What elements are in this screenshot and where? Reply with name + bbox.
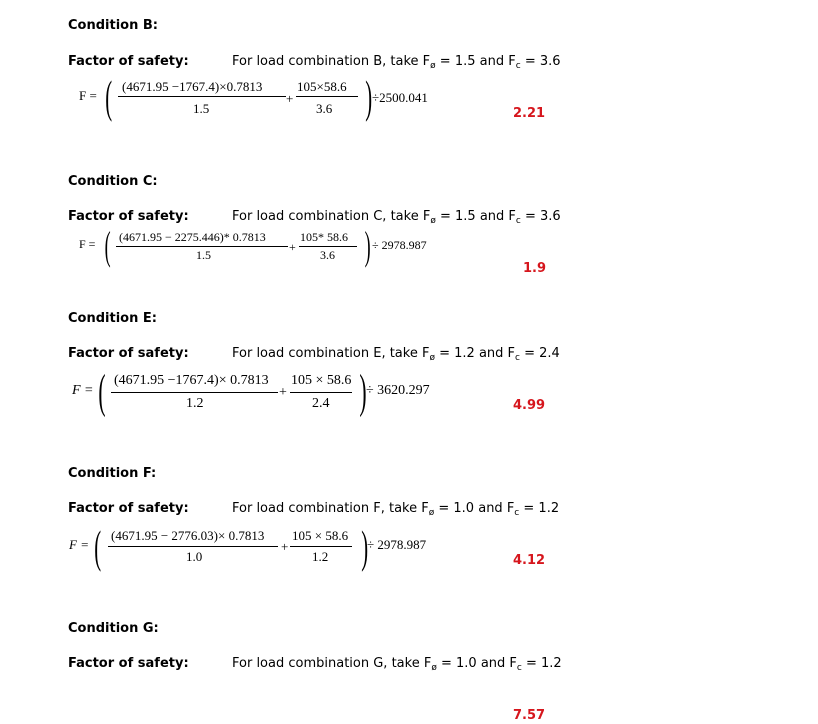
eq-lhs: F = [72, 383, 94, 398]
numerator-1: (4671.95 −1767.4)×0.7813 [122, 79, 263, 94]
right-paren: ) [365, 71, 373, 122]
divisor: ÷ 3620.297 [366, 383, 430, 398]
denominator-1: 1.5 [193, 101, 210, 116]
numerator-2: 105×58.6 [297, 79, 347, 94]
left-paren: ( [104, 223, 111, 268]
divisor: ÷2500.041 [372, 90, 428, 105]
numerator-2: 105* 58.6 [300, 230, 348, 244]
fraction-bar-1 [111, 392, 278, 393]
result-c: 1.9 [523, 261, 547, 276]
divisor: ÷ 2978.987 [372, 238, 427, 252]
load-combination-f-text: For load combination F, take $F_ø = 1.0$ and $F_c = 1.2$ [232, 501, 560, 518]
fraction-bar-2 [290, 546, 352, 547]
factor-of-safety-label: Factor of safety: [68, 209, 189, 224]
result-f: 4.12 [513, 553, 546, 568]
numerator-1: (4671.95 − 2776.03)× 0.7813 [111, 528, 265, 543]
divisor: ÷ 2978.987 [367, 537, 427, 552]
left-paren: ( [98, 365, 106, 418]
factor-of-safety-label: Factor of safety: [68, 656, 189, 671]
result-e: 4.99 [513, 398, 546, 413]
fraction-bar-1 [108, 546, 278, 547]
condition-b-heading: Condition B: [68, 18, 158, 33]
numerator-2: 105 × 58.6 [291, 373, 352, 388]
left-paren: ( [94, 521, 102, 572]
result-b: 2.21 [513, 106, 546, 121]
denominator-2: 1.2 [312, 549, 329, 564]
eq-lhs: F = [79, 237, 96, 251]
left-paren: ( [105, 71, 113, 122]
fraction-bar-2 [296, 96, 358, 97]
load-combination-g-text: For load combination G, take $F_ø = 1.0$ and $F_c = 1.2$ [232, 656, 562, 673]
denominator-2: 3.6 [316, 101, 333, 116]
fraction-bar-1 [116, 246, 288, 247]
numerator-1: (4671.95 −1767.4)× 0.7813 [114, 373, 269, 388]
result-g: 7.57 [513, 708, 546, 723]
load-combination-b-text: For load combination B, take $F_ø = 1.5$ and $F_c = 3.6$ [232, 54, 561, 71]
denominator-1: 1.5 [196, 248, 211, 262]
right-paren: ) [361, 521, 369, 572]
plus-sign: + [286, 91, 294, 106]
load-combination-c-text: For load combination C, take $F_ø = 1.5$ and $F_c = 3.6$ [232, 209, 561, 226]
right-paren: ) [359, 365, 367, 418]
load-combination-e-text: For load combination E, take $F_ø = 1.2$ and $F_c = 2.4$ [232, 346, 560, 363]
condition-c-heading: Condition C: [68, 174, 158, 189]
plus-sign: + [289, 240, 296, 254]
plus-sign: + [279, 385, 287, 400]
factor-of-safety-label: Factor of safety: [68, 346, 189, 361]
right-paren: ) [364, 223, 371, 268]
factor-of-safety-label: Factor of safety: [68, 54, 189, 69]
condition-g-heading: Condition G: [68, 621, 159, 636]
denominator-2: 2.4 [312, 396, 330, 411]
numerator-2: 105 × 58.6 [292, 528, 349, 543]
denominator-2: 3.6 [320, 248, 335, 262]
denominator-1: 1.2 [186, 396, 204, 411]
fraction-bar-2 [290, 392, 352, 393]
fraction-bar-2 [299, 246, 357, 247]
denominator-1: 1.0 [186, 549, 203, 564]
condition-e-heading: Condition E: [68, 311, 157, 326]
eq-lhs: F = [79, 88, 97, 103]
eq-lhs: F = [69, 537, 89, 552]
condition-f-heading: Condition F: [68, 466, 157, 481]
plus-sign: + [281, 539, 289, 554]
numerator-1: (4671.95 − 2275.446)* 0.7813 [119, 230, 266, 244]
fraction-bar-1 [118, 96, 286, 97]
factor-of-safety-label: Factor of safety: [68, 501, 189, 516]
